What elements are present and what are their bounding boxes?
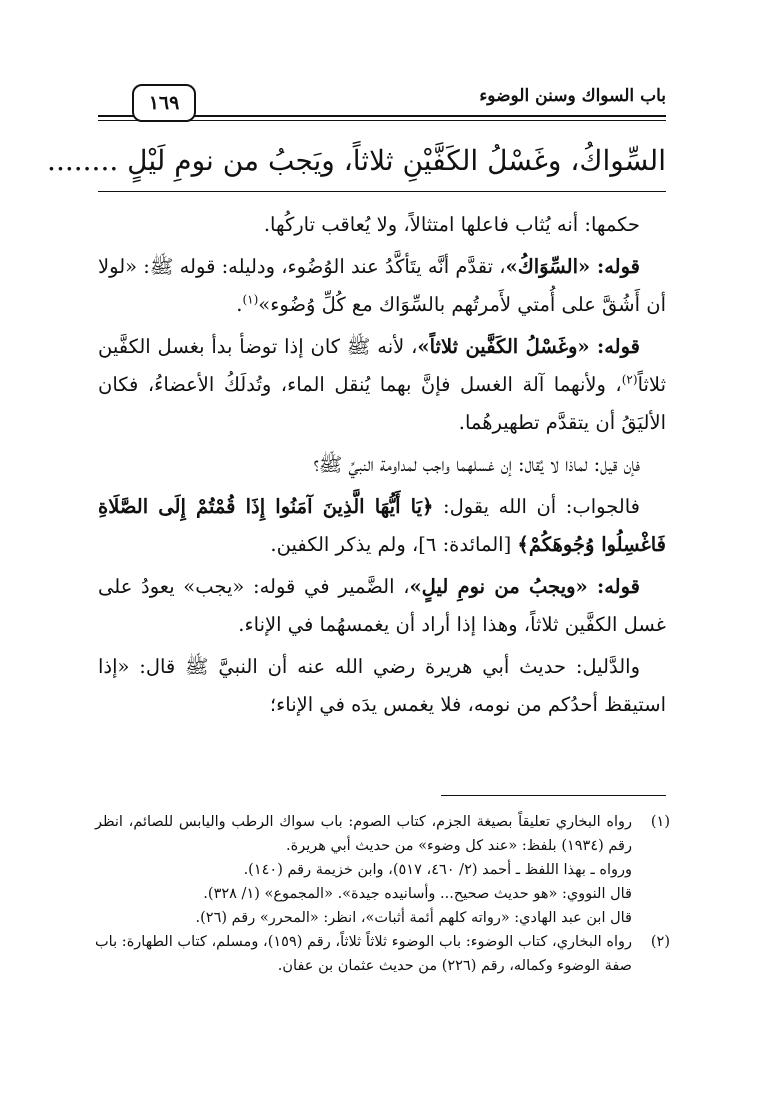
matn-text: السِّواكُ، وغَسْلُ الكَفَّيْنِ ثلاثاً، ويَجبُ من نومِ لَيْلٍ ........ bbox=[47, 144, 666, 177]
footnote-line: قال ابن عبد الهادي: «رواته كلهم أئمة أثبات»، انظر: «المحرر» رقم (٢٦). bbox=[195, 910, 632, 926]
keyword: قوله: «وغَسْلُ الكَفَّين ثلاثاً» bbox=[417, 335, 640, 358]
footnote-ref[interactable]: (١) bbox=[242, 292, 259, 307]
page-number: ١٦٩ bbox=[132, 84, 196, 122]
page-header bbox=[98, 80, 666, 126]
paragraph-ruling: حكمها: أنه يُثاب فاعلها امتثالاً، ولا يُعاقب تاركُها. bbox=[263, 213, 640, 236]
footnote-number: (١) bbox=[650, 814, 670, 830]
paragraph-question: فإن قيل: لماذا لا يُقال: إن غسلهما واجب لمداومة النبيِّ ﷺ؟ bbox=[313, 453, 640, 476]
paragraph-text: ، الضَّمير في قوله: «يجب» يعودُ على غسل الكفَّين ثلاثاً، وهذا إذا أراد أن يغمسهُما في الإناء. bbox=[98, 575, 666, 636]
footnote-divider bbox=[441, 795, 666, 796]
chapter-title: باب السواك وسنن الوضوء bbox=[479, 86, 666, 106]
footnote-ref[interactable]: (٢) bbox=[621, 372, 638, 387]
paragraph-text: ، تقدَّم أنَّه يتَأكَّدُ عند الوُضُوء، ودليله: قوله ﷺ: «لولا أن أَشُقَّ على أُمتي لأَمرتُهم بالسِّوَاك مع كُلِّ وُضُوء» bbox=[98, 255, 666, 316]
paragraph-text: [المائدة: ٦]، ولم يذكر الكفين. bbox=[270, 533, 518, 556]
footnote-number: (٢) bbox=[650, 934, 670, 950]
paragraph-night-sleep bbox=[98, 568, 666, 644]
matn-divider bbox=[98, 191, 666, 192]
footnote-line: ورواه ـ بهذا اللفظ ـ أحمد (٢/ ٤٦٠، ٥١٧)، وابن خزيمة رقم (١٤٠). bbox=[243, 862, 632, 878]
footnote-text bbox=[95, 810, 632, 930]
footnote-line: رواه البخاري تعليقاً بصيغة الجزم، كتاب الصوم: باب سواك الرطب واليابس للصائم، انظر رقم (١٩٣٤) بلفظ: «عند كل وضوء» من حديث أبي هريرة. bbox=[95, 814, 632, 854]
paragraph-text: ، لأنه ﷺ كان إذا توضأ بدأ بغسل الكفَّين ثلاثاً bbox=[98, 335, 666, 396]
commentary-body bbox=[98, 206, 666, 728]
footnote-text bbox=[95, 930, 632, 978]
paragraph-answer bbox=[98, 488, 666, 564]
footnote-line: قال النووي: «هو حديث صحيح... وأسانيده جيدة». «المجموع» (١/ ٣٢٨). bbox=[203, 886, 632, 902]
paragraph-text: ، ولأنهما آلة الغسل فإنَّ بهما يُنقل الماء، وتُدلَكُ الأعضاءُ، فكان الأليَقُ أن يتقدَّم تطهيرهُما. bbox=[98, 373, 666, 434]
paragraph-evidence: والدَّليل: حديث أبي هريرة رضي الله عنه أن النبيَّ ﷺ قال: «إذا استيقظ أحدُكم من نومه، فلا يغمس يدَه في الإناء؛ bbox=[98, 655, 666, 716]
footnote-1 bbox=[95, 810, 670, 930]
paragraph-palms bbox=[98, 328, 666, 442]
keyword: قوله: «السِّوَاكُ» bbox=[505, 255, 640, 278]
quran-verse: ﴿يَا أَيُّهَا الَّذِينَ آمَنُوا إِذَا قُمْتُمْ إِلَى الصَّلَاةِ فَاغْسِلُوا وُجُوهَكُمْ﴾ bbox=[98, 495, 666, 556]
paragraph-text: فالجواب: أن الله يقول: bbox=[433, 495, 640, 518]
footnote-2 bbox=[95, 930, 670, 978]
paragraph-siwak bbox=[98, 248, 666, 324]
keyword: قوله: «ويجبُ من نومِ ليلٍ» bbox=[409, 575, 640, 598]
footnote-line: رواه البخاري، كتاب الوضوء: باب الوضوء ثلاثاً ثلاثاً، رقم (١٥٩)، ومسلم، كتاب الطهارة: باب صفة الوضوء وكماله، رقم (٢٢٦) من حديث عثمان بن عفان. bbox=[95, 934, 632, 974]
footnotes bbox=[95, 810, 670, 978]
paragraph-end: . bbox=[236, 293, 243, 316]
